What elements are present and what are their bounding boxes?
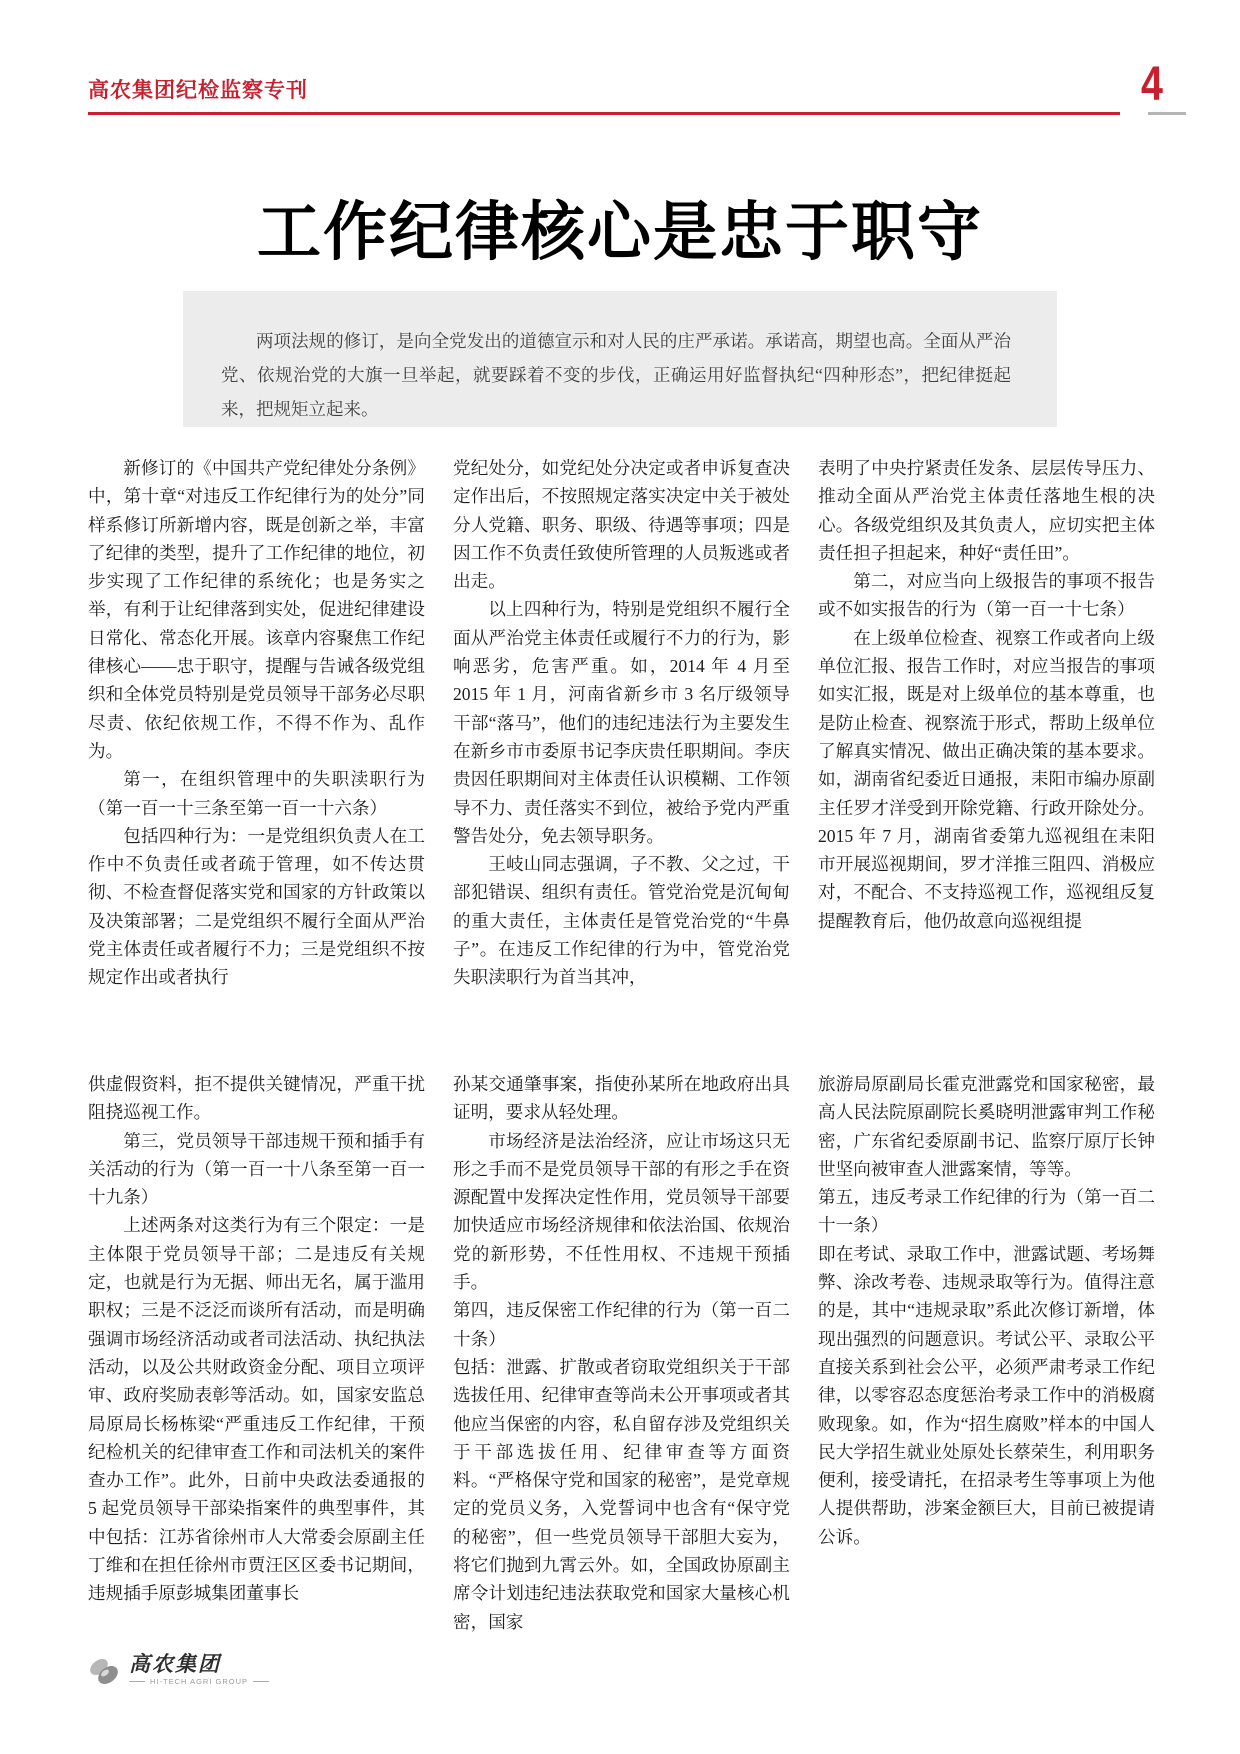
page-number: 4: [1141, 58, 1163, 111]
page-number-underline: [1148, 112, 1186, 115]
article-paragraph: 上述两条对这类行为有三个限定：一是主体限于党员领导干部；二是违反有关规定，也就是行为无据、师出无名，属于滥用职权；三是不泛泛而谈所有活动，而是明确强调市场经济活动或者司法活动、执纪执法活动，以及公共财政资金分配、项目立项评审、政府奖励表彰等活动。如，国家安监总局原局长杨栋梁“严重违反工作纪律，干预纪检机关的纪律审查工作和司法机关的案件查办工作”。此外，日前中央政法委通报的 5 起党员领导干部染指案件的典型事件，其中包括：江苏省徐州市人大常委会原副主任丁维和在担任徐州市贾汪区区委书记期间，违规插手原彭城集团董事长: [88, 1215, 425, 1604]
masthead-title: 高农集团纪检监察专刊: [88, 79, 308, 102]
article-column-top-right: [818, 454, 1155, 935]
article-paragraph: 包括四种行为：一是党组织负责人在工作中不负责任或者疏于管理，如不传达贯彻、不检查督促落实党和国家的方针政策以及决策部署；二是党组织不履行全面从严治党主体责任或者履行不力；三是党组织不按规定作出或者执行: [88, 825, 425, 988]
article-column-bottom-left: [88, 1070, 425, 1608]
article-paragraph: 表明了中央拧紧责任发条、层层传导压力、推动全面从严治党主体责任落地生根的决心。各级党组织及其负责人，应切实把主体责任担子担起来，种好“责任田”。: [818, 458, 1155, 563]
article-paragraph: 第一，在组织管理中的失职渎职行为（第一百一十三条至第一百一十六条）: [88, 769, 425, 818]
logo-subtitle-text: HI-TECH AGRI GROUP: [150, 1677, 249, 1686]
article-column-bottom-center: [453, 1070, 790, 1636]
article-paragraph: 市场经济是法治经济，应让市场这只无形之手而不是党员领导干部的有形之手在资源配置中发挥决定性作用，党员领导干部要加快适应市场经济规律和依法治国、依规治党的新形势，不任性用权、不违规干预插手。: [453, 1130, 790, 1293]
logo-subtitle: [129, 1677, 269, 1686]
logo-name: 高农集团: [129, 1653, 221, 1676]
article-column-bottom-right: [818, 1070, 1155, 1551]
article-paragraph: 第二，对应当向上级报告的事项不报告或不如实报告的行为（第一百一十七条）: [818, 571, 1155, 620]
intro-box: [183, 291, 1057, 427]
article-paragraph: 供虚假资料，拒不提供关键情况，严重干扰阻挠巡视工作。: [88, 1074, 425, 1123]
logo-dash-right: [253, 1681, 269, 1682]
logo-text-block: [129, 1654, 269, 1686]
article-column-top-center: [453, 454, 790, 992]
article-paragraph: 包括：泄露、扩散或者窃取党组织关于干部选拔任用、纪律审查等尚未公开事项或者其他应当保密的内容，私自留存涉及党组织关于干部选拔任用、纪律审查等方面资料。“严格保守党和国家的秘密”，是党章规定的党员义务，入党誓词中也含有“保守党的秘密”，但一些党员领导干部胆大妄为，将它们抛到九霄云外。如，全国政协原副主席令计划违纪违法获取党和国家大量核心机密，国家: [453, 1356, 790, 1632]
logo-dash-left: [129, 1681, 145, 1682]
header-rule: [88, 112, 1120, 115]
leaf-logo-icon: [88, 1656, 122, 1686]
intro-text: 两项法规的修订，是向全党发出的道德宣示和对人民的庄严承诺。承诺高，期望也高。全面从严治党、依规治党的大旗一旦举起，就要踩着不变的步伐，正确运用好监督执纪“四种形态”，把纪律挺起来，把规矩立起来。: [221, 330, 1011, 419]
article-paragraph: 即在考试、录取工作中，泄露试题、考场舞弊、涂改考卷、违规录取等行为。值得注意的是，其中“违规录取”系此次修订新增，体现出强烈的问题意识。考试公平、录取公平直接关系到社会公平，必须严肃考录工作纪律，以零容忍态度惩治考录工作中的消极腐败现象。如，作为“招生腐败”样本的中国人民大学招生就业处原处长蔡荣生，利用职务便利，接受请托，在招录考生等事项上为他人提供帮助，涉案金额巨大，目前已被提请公诉。: [818, 1243, 1155, 1547]
footer-logo: [88, 1654, 269, 1686]
article-paragraph: 在上级单位检查、视察工作或者向上级单位汇报、报告工作时，对应当报告的事项如实汇报，既是对上级单位的基本尊重，也是防止检查、视察流于形式，帮助上级单位了解真实情况、做出正确决策的基本要求。如，湖南省纪委近日通报，耒阳市编办原副主任罗才洋受到开除党籍、行政开除处分。2015 年 7 月，湖南省委第九巡视组在耒阳市开展巡视期间，罗才洋推三阻四、消极应对，不配合、不支持巡视工作，巡视组反复提醒教育后，他仍故意向巡视组提: [818, 627, 1155, 931]
article-paragraph: 孙某交通肇事案，指使孙某所在地政府出具证明，要求从轻处理。: [453, 1074, 790, 1123]
article-column-top-left: [88, 454, 425, 992]
article-paragraph: 新修订的《中国共产党纪律处分条例》中，第十章“对违反工作纪律行为的处分”同样系修订所新增内容，既是创新之举，丰富了纪律的类型，提升了工作纪律的地位，初步实现了工作纪律的系统化；也是务实之举，有利于让纪律落到实处，促进纪律建设日常化、常态化开展。该章内容聚焦工作纪律核心——忠于职守，提醒与告诫各级党组织和全体党员特别是党员领导干部务必尽职尽责、依纪依规工作，不得不作为、乱作为。: [88, 458, 425, 761]
article-paragraph: 党纪处分，如党纪处分决定或者申诉复查决定作出后，不按照规定落实决定中关于被处分人党籍、职务、职级、待遇等事项；四是因工作不负责任致使所管理的人员叛逃或者出走。: [453, 458, 790, 592]
article-paragraph: 第三，党员领导干部违规干预和插手有关活动的行为（第一百一十八条至第一百一十九条）: [88, 1130, 425, 1208]
article-paragraph: 第四，违反保密工作纪律的行为（第一百二十条）: [453, 1300, 790, 1349]
article-paragraph: 王岐山同志强调，子不教、父之过，干部犯错误、组织有责任。管党治党是沉甸甸的重大责任，主体责任是管党治党的“牛鼻子”。在违反工作纪律的行为中，管党治党失职渎职行为首当其冲，: [453, 854, 790, 988]
article-paragraph: 旅游局原副局长霍克泄露党和国家秘密，最高人民法院原副院长奚晓明泄露审判工作秘密，广东省纪委原副书记、监察厅原厅长钟世坚向被审查人泄露案情，等等。: [818, 1074, 1155, 1179]
article-title: 工作纪律核心是忠于职守: [257, 196, 983, 268]
article-paragraph: 以上四种行为，特别是党组织不履行全面从严治党主体责任或履行不力的行为，影响恶劣，危害严重。如，2014 年 4 月至 2015 年 1 月，河南省新乡市 3 名厅级领导干部“落马”，他们的违纪违法行为主要发生在新乡市市委原书记李庆贵任职期间。李庆贵因任职期间对主体责任认识模糊、工作领导不力、责任落实不到位，被给予党内严重警告处分，免去领导职务。: [453, 599, 790, 846]
article-paragraph: 第五，违反考录工作纪律的行为（第一百二十一条）: [818, 1187, 1155, 1236]
